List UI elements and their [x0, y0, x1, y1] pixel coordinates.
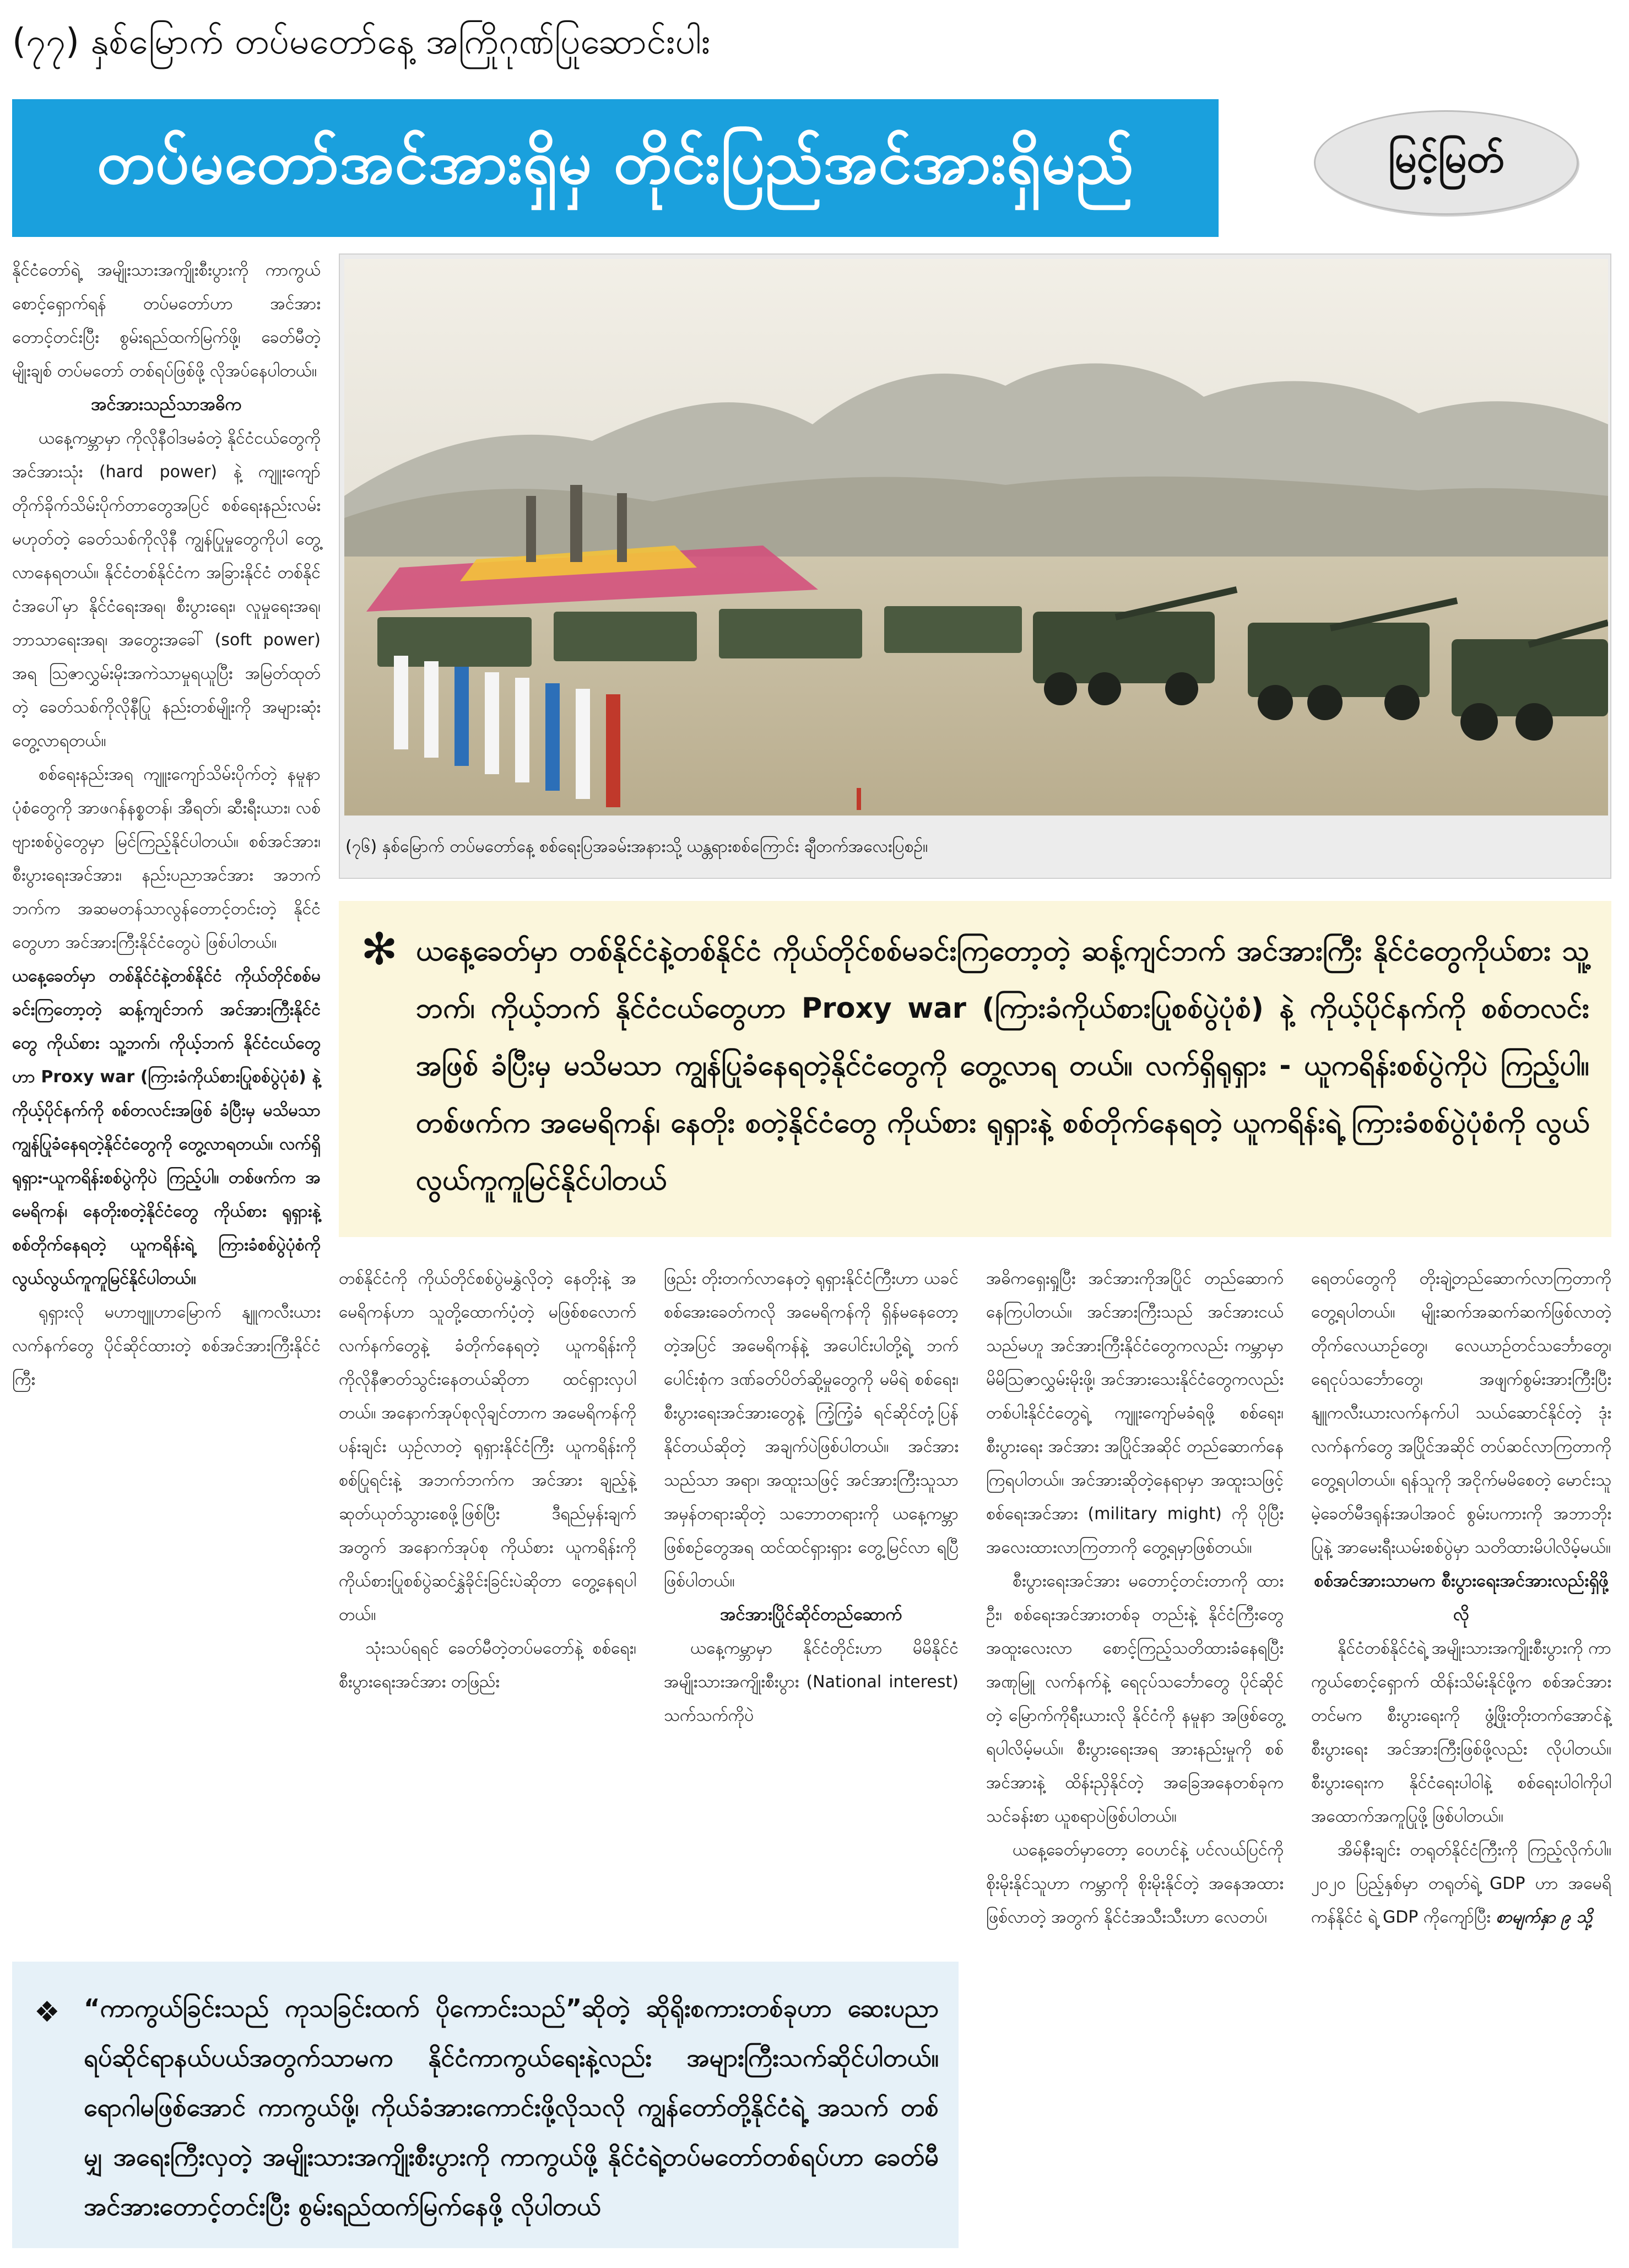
paragraph-text: အိမ်နီးချင်း တရုတ်နိုင်ငံကြီးကို ကြည့်လိုက်ပါ။ ၂၀၂၀ ပြည့်နှစ်မှာ တရုတ်ရဲ့ GDP ဟာ အမေရိကန်နိုင်ငံ ရဲ့ GDP ကိုကျော်ပြီး — [1311, 1840, 1611, 1927]
paragraph: ဖြည်း တိုးတက်လာနေတဲ့ ရုရှားနိုင်ငံကြီးဟာ ယခင်စစ်အေးခေတ်ကလို အမေရိကန်ကို ရှိန်မနေတော့တဲ့အပြင် အမေရိကန်နဲ့ အပေါင်းပါတို့ရဲ့ ဘက်ပေါင်းစုံက ဒဏ်ခတ်ပိတ်ဆို့မှုတွေကို မမိရဲ စစ်ရေး၊ စီးပွားရေးအင်အားတွေနဲ့ ကြံ့ကြံ့ခံ ရင်ဆိုင်တုံ့ပြန်နိုင်တယ်ဆိုတဲ့ အချက်ပဲဖြစ်ပါတယ်။ အင်အားသည်သာ အရာ၊ အထူးသဖြင့် အင်အားကြီးသူသာ အမှန်တရားဆိုတဲ့ သဘောတရားကို ယနေ့ကမ္ဘာဖြစ်စဉ်တွေအရ ထင်ထင်ရှားရှား တွေ့မြင်လာ ရပြီဖြစ်ပါတယ်။ — [664, 1269, 959, 1591]
photo-frame — [339, 253, 1611, 879]
paragraph: ယနေ့ကမ္ဘာမှာ ကိုလိုနီဝါဒမခံတဲ့ နိုင်ငံငယ်တွေကို အင်အားသုံး (hard power) နဲ့ ကျူးကျော်တိုက်ခိုက်သိမ်းပိုက်တာတွေအပြင် စစ်ရေးနည်းလမ်း မဟုတ်တဲ့ ခေတ်သစ်ကိုလိုနီ ကျွန်ပြုမှုတွေကိုပါ တွေ့လာနေရတယ်။ နိုင်ငံတစ်နိုင်ငံက အခြားနိုင်ငံ တစ်နိုင်ငံအပေါ်မှာ နိုင်ငံရေးအရ၊ စီးပွားရေး၊ လူမှုရေးအရ၊ ဘာသာရေးအရ၊ အတွေးအခေါ် (soft power) အရ ဩဇာလွှမ်းမိုးအကဲသာမှုရယူပြီး အမြတ်ထုတ်တဲ့ ခေတ်သစ်ကိုလိုနီပြု နည်းတစ်မျိုးကို အများဆုံးတွေ့လာရတယ်။ — [12, 429, 321, 750]
paragraph — [1311, 1833, 1611, 1934]
section-heading: စစ်အင်အားသာမက စီးပွားရေးအင်အားလည်းရှိဖို့လို — [1314, 1571, 1609, 1624]
article-column-3 — [664, 1262, 959, 1896]
paragraph: နိုင်ငံတော်ရဲ့ အမျိုးသားအကျိုးစီးပွားကို ကာကွယ်စောင့်ရှောက်ရန် တပ်မတော်ဟာ အင်အားတောင့်တင်းပြီး စွမ်းရည်ထက်မြက်ဖို့၊ ခေတ်မီတဲ့ မျိုးချစ် တပ်မတော် တစ်ရပ်ဖြစ်ဖို့ လိုအပ်နေပါတယ်။ — [12, 261, 321, 381]
highlight-paragraph: ယနေ့ခေတ်မှာ တစ်နိုင်ငံနဲ့တစ်နိုင်ငံ ကိုယ်တိုင်စစ်မခင်းကြတော့တဲ့ ဆန့်ကျင်ဘက် အင်အားကြီးနိုင်ငံတွေ ကိုယ်စား သူ့ဘက်၊ ကိုယ့်ဘက် နိုင်ငံငယ်တွေဟာ Proxy war (ကြားခံကိုယ်စားပြုစစ်ပွဲပုံစံ) နဲ့ ကိုယ့်ပိုင်နက်ကို စစ်တလင်းအဖြစ် ခံပြီးမှ မသိမသာ ကျွန်ပြုခံနေရတဲ့နိုင်ငံတွေကို တွေ့လာရတယ်။ လက်ရှိရုရှား-ယူကရိန်းစစ်ပွဲကိုပဲ ကြည့်ပါ။ တစ်ဖက်က အမေရိကန်၊ နေတိုးစတဲ့နိုင်ငံတွေ ကိုယ်စား ရုရှားနဲ့ စစ်တိုက်နေရတဲ့ ယူကရိန်းရဲ့ ကြားခံစစ်ပွဲပုံစံကို လွယ်လွယ်ကူကူမြင်နိုင်ပါတယ်။ — [12, 966, 321, 1288]
paragraph: ရုရှားလို မဟာဗျူဟာမြောက် နျူကလီးယားလက်နက်တွေ ပိုင်ဆိုင်ထားတဲ့ စစ်အင်အားကြီးနိုင်ငံကြီး — [12, 1303, 321, 1389]
headline-banner — [12, 99, 1219, 237]
headline-title: တပ်မတော်အင်အားရှိမှ တိုင်းပြည်အင်အားရှိမည် — [96, 128, 1134, 197]
pull-quote-text: “ကာကွယ်ခြင်းသည် ကုသခြင်းထက် ပိုကောင်းသည်”ဆိုတဲ့ ဆိုရိုးစကားတစ်ခုဟာ ဆေးပညာ ရပ်ဆိုင်ရာနယ်ပယ်အတွက်သာမက နိုင်ငံကာကွယ်ရေးနဲ့လည်း အများကြီးသက်ဆိုင်ပါတယ်။ ရောဂါမဖြစ်အောင် ကာကွယ်ဖို့၊ ကိုယ်ခံအားကောင်းဖို့လိုသလို ကျွန်တော်တို့နိုင်ငံရဲ့ အသက် တစ်မျှ အရေးကြီးလှတဲ့ အမျိုးသားအကျိုးစီးပွားကို ကာကွယ်ဖို့ နိုင်ငံရဲ့တပ်မတော်တစ်ရပ်ဟာ ခေတ်မီအင်အားတောင့်တင်းပြီး စွမ်းရည်ထက်မြက်နေဖို့ လိုပါတယ် — [84, 1994, 939, 2221]
paragraph: သုံးသပ်ရရင် ခေတ်မီတဲ့တပ်မတော်နဲ့ စစ်ရေး၊ စီးပွားရေးအင်အား တဖြည်း — [339, 1639, 636, 1692]
paragraph: ရေတပ်တွေကို တိုးချဲ့တည်ဆောက်လာကြတာကို တွေ့ရပါတယ်။ မျိုးဆက်အဆက်ဆက်ဖြစ်လာတဲ့ တိုက်လေယာဉ်တွေ၊ လေယာဉ်တင်သင်္ဘောတွေ၊ ရေငုပ်သင်္ဘောတွေ၊ အဖျက်စွမ်းအားကြီးပြီး နျူကလီးယားလက်နက်ပါ သယ်ဆောင်နိုင်တဲ့ ဒုံးလက်နက်တွေ အပြိုင်အဆိုင် တပ်ဆင်လာကြတာကို တွေ့ရပါတယ်။ ရန်သူကို အငိုက်မမိစေတဲ့ မောင်းသူမဲ့ခေတ်မီဒရုန်းအပါအဝင် စွမ်းပကားကို အဘာဘိုးပြုနဲ့ အာမေးရီးယမ်းစစ်ပွဲမှာ သတိထားမိပါလိမ့်မယ်။ — [1311, 1269, 1611, 1557]
article-column-2 — [339, 1262, 636, 1940]
pull-quote-2 — [12, 1962, 959, 2248]
paragraph: ယနေ့ခေတ်မှာတော့ ဝေဟင်နဲ့ ပင်လယ်ပြင်ကို စိုးမိုးနိုင်သူဟာ ကမ္ဘာကို စိုးမိုးနိုင်တဲ့ အနေအထားဖြစ်လာတဲ့ အတွက် နိုင်ငံအသီးသီးဟာ လေတပ်၊ — [986, 1840, 1284, 1927]
paragraph: အဓိကရှေးရှုပြီး အင်အားကိုအပြိုင် တည်ဆောက်နေကြပါတယ်။ အင်အားကြီးသည် အင်အားငယ်သည်မဟူ အင်အားကြီးနိုင်ငံတွေကလည်း ကမ္ဘာမှာ မိမိဩဇာလွှမ်းမိုးဖို့၊ အင်အားသေးနိုင်ငံတွေကလည်း တစ်ပါးနိုင်ငံတွေရဲ့ ကျူးကျော်မခံရဖို့ စစ်ရေး၊ စီးပွားရေး အင်အား အပြိုင်အဆိုင် တည်ဆောက်နေကြရပါတယ်။ အင်အားဆိုတဲ့နေရာမှာ အထူးသဖြင့် စစ်ရေးအင်အား (military might) ကို ပိုပြီးအလေးထားလာကြတာကို တွေ့ရမှာဖြစ်တယ်။ — [986, 1269, 1284, 1557]
photo-caption: (၇၆) နှစ်မြောက် တပ်မတော်နေ့ စစ်ရေးပြအခမ်းအနားသို့ ယန္တရားစစ်ကြောင်း ချီတက်အလေးပြစဉ်။ — [345, 837, 928, 856]
paragraph: စီးပွားရေးအင်အား မတောင့်တင်းတာကို ထားဦး၊ စစ်ရေးအင်အားတစ်ခု တည်းနဲ့ နိုင်ငံကြီးတွေ အထူးလေးလာ စောင့်ကြည့်သတိထားခံနေရပြီး အဏုမြူ လက်နက်နဲ့ ရေငုပ်သင်္ဘောတွေ ပိုင်ဆိုင်တဲ့ မြောက်ကိုရီးယားလို နိုင်ငံကို နမူနာ အဖြစ်တွေ့ရပါလိမ့်မယ်။ စီးပွားရေးအရ အားနည်းမှုကို စစ်အင်အားနဲ့ ထိန်းညှိနိုင်တဲ့ အခြေအနေတစ်ခုက သင်ခန်းစာ ယူစရာပဲဖြစ်ပါတယ်။ — [986, 1572, 1284, 1826]
section-heading: အင်အားသည်သာအဓိက — [91, 395, 242, 414]
paragraph: စစ်ရေးနည်းအရ ကျူးကျော်သိမ်းပိုက်တဲ့ နမူနာပုံစံတွေကို အာဖဂန်နစ္စတန်၊ အီရတ်၊ ဆီးရီးယား၊ လစ်ဗျားစစ်ပွဲတွေမှာ မြင်ကြည့်နိုင်ပါတယ်။ စစ်အင်အား၊ စီးပွားရေးအင်အား၊ နည်းပညာအင်အား အဘက်ဘက်က အဆမတန်သာလွန်တောင့်တင်းတဲ့ နိုင်ငံတွေဟာ အင်အားကြီးနိုင်ငံတွေပဲ ဖြစ်ပါတယ်။ — [12, 765, 321, 952]
asterisk-icon: ✻ — [361, 924, 398, 975]
pull-quote-1 — [339, 901, 1611, 1237]
continued-on-page: စာမျက်နှာ ၉ သို့ — [1496, 1908, 1593, 1927]
paragraph: ယနေ့ကမ္ဘာမှာ နိုင်ငံတိုင်းဟာ မိမိနိုင်ငံ အမျိုးသားအကျိုးစီးပွား (National interest) သက်သက်ကိုပဲ — [664, 1639, 959, 1725]
parade-photo — [344, 259, 1608, 816]
byline-author: မြင့်မြတ် — [1388, 136, 1504, 181]
section-heading: အင်အားပြိုင်ဆိုင်တည်ဆောက် — [720, 1605, 902, 1624]
byline-badge — [1314, 110, 1578, 215]
pull-quote-text: ယနေ့ခေတ်မှာ တစ်နိုင်ငံနဲ့တစ်နိုင်ငံ ကိုယ်တိုင်စစ်မခင်းကြတော့တဲ့ ဆန့်ကျင်ဘက် အင်အားကြီး နိုင်ငံတွေကိုယ်စား သူ့ဘက်၊ ကိုယ့်ဘက် နိုင်ငံငယ်တွေဟာ Proxy war (ကြားခံကိုယ်စားပြုစစ်ပွဲပုံစံ) နဲ့ ကိုယ့်ပိုင်နက်ကို စစ်တလင်းအဖြစ် ခံပြီးမှ မသိမသာ ကျွန်ပြုခံနေရတဲ့နိုင်ငံတွေကို တွေ့လာရ တယ်။ လက်ရှိရုရှား - ယူကရိန်းစစ်ပွဲကိုပဲ ကြည့်ပါ။ တစ်ဖက်က အမေရိကန်၊ နေတိုး စတဲ့နိုင်ငံတွေ ကိုယ်စား ရုရှားနဲ့ စစ်တိုက်နေရတဲ့ ယူကရိန်းရဲ့ ကြားခံစစ်ပွဲပုံစံကို လွယ်လွယ်ကူကူမြင်နိုင်ပါတယ် — [416, 935, 1589, 1197]
paragraph: တစ်နိုင်ငံကို ကိုယ်တိုင်စစ်ပွဲမနွှဲလိုတဲ့ နေတိုးနဲ့ အမေရိကန်ဟာ သူတို့ထောက်ပံ့တဲ့ မဖြစ်စလောက် လက်နက်တွေနဲ့ ခံတိုက်နေရတဲ့ ယူကရိန်းကို ကိုလိုနီဇာတ်သွင်းနေတယ်ဆိုတာ ထင်ရှားလှပါတယ်။ အနောက်အုပ်စုလိုချင်တာက အမေရိကန်ကို ပန်းချင်း ယှဉ်လာတဲ့ ရုရှားနိုင်ငံကြီး ယူကရိန်းကို စစ်ပြုရင်းနဲ့ အဘက်ဘက်က အင်အား ချည့်နဲ့ ဆုတ်ယုတ်သွားစေဖို့ဖြစ်ပြီး ဒီရည်မှန်းချက်အတွက် အနောက်အုပ်စု ကိုယ်စား ယူကရိန်းကို ကိုယ်စားပြုစစ်ပွဲဆင်နွှဲခိုင်းခြင်းပဲဆိုတာ တွေ့နေရပါတယ်။ — [339, 1269, 636, 1624]
article-column-5 — [1311, 1262, 1611, 2248]
kicker: (၇၇) နှစ်မြောက် တပ်မတော်နေ့ အကြိုဂုဏ်ပြုဆောင်းပါး — [12, 21, 711, 62]
article-column-1 — [12, 253, 321, 2072]
article-column-4 — [986, 1262, 1284, 2248]
paragraph: နိုင်ငံတစ်နိုင်ငံရဲ့ အမျိုးသားအကျိုးစီးပွားကို ကာကွယ်စောင့်ရှောက် ထိန်းသိမ်းနိုင်ဖို့က စစ်အင်အားတင်မက စီးပွားရေးကို ဖွံ့ဖြိုးတိုးတက်အောင်နဲ့ စီးပွားရေး အင်အားကြီးဖြစ်ဖို့လည်း လိုပါတယ်။ စီးပွားရေးက နိုင်ငံရေးပါဝါနဲ့ စစ်ရေးပါဝါကိုပါ အထောက်အကူပြုဖို့ ဖြစ်ပါတယ်။ — [1311, 1639, 1611, 1826]
diamond-bullet-icon: ❖ — [34, 1996, 60, 2029]
